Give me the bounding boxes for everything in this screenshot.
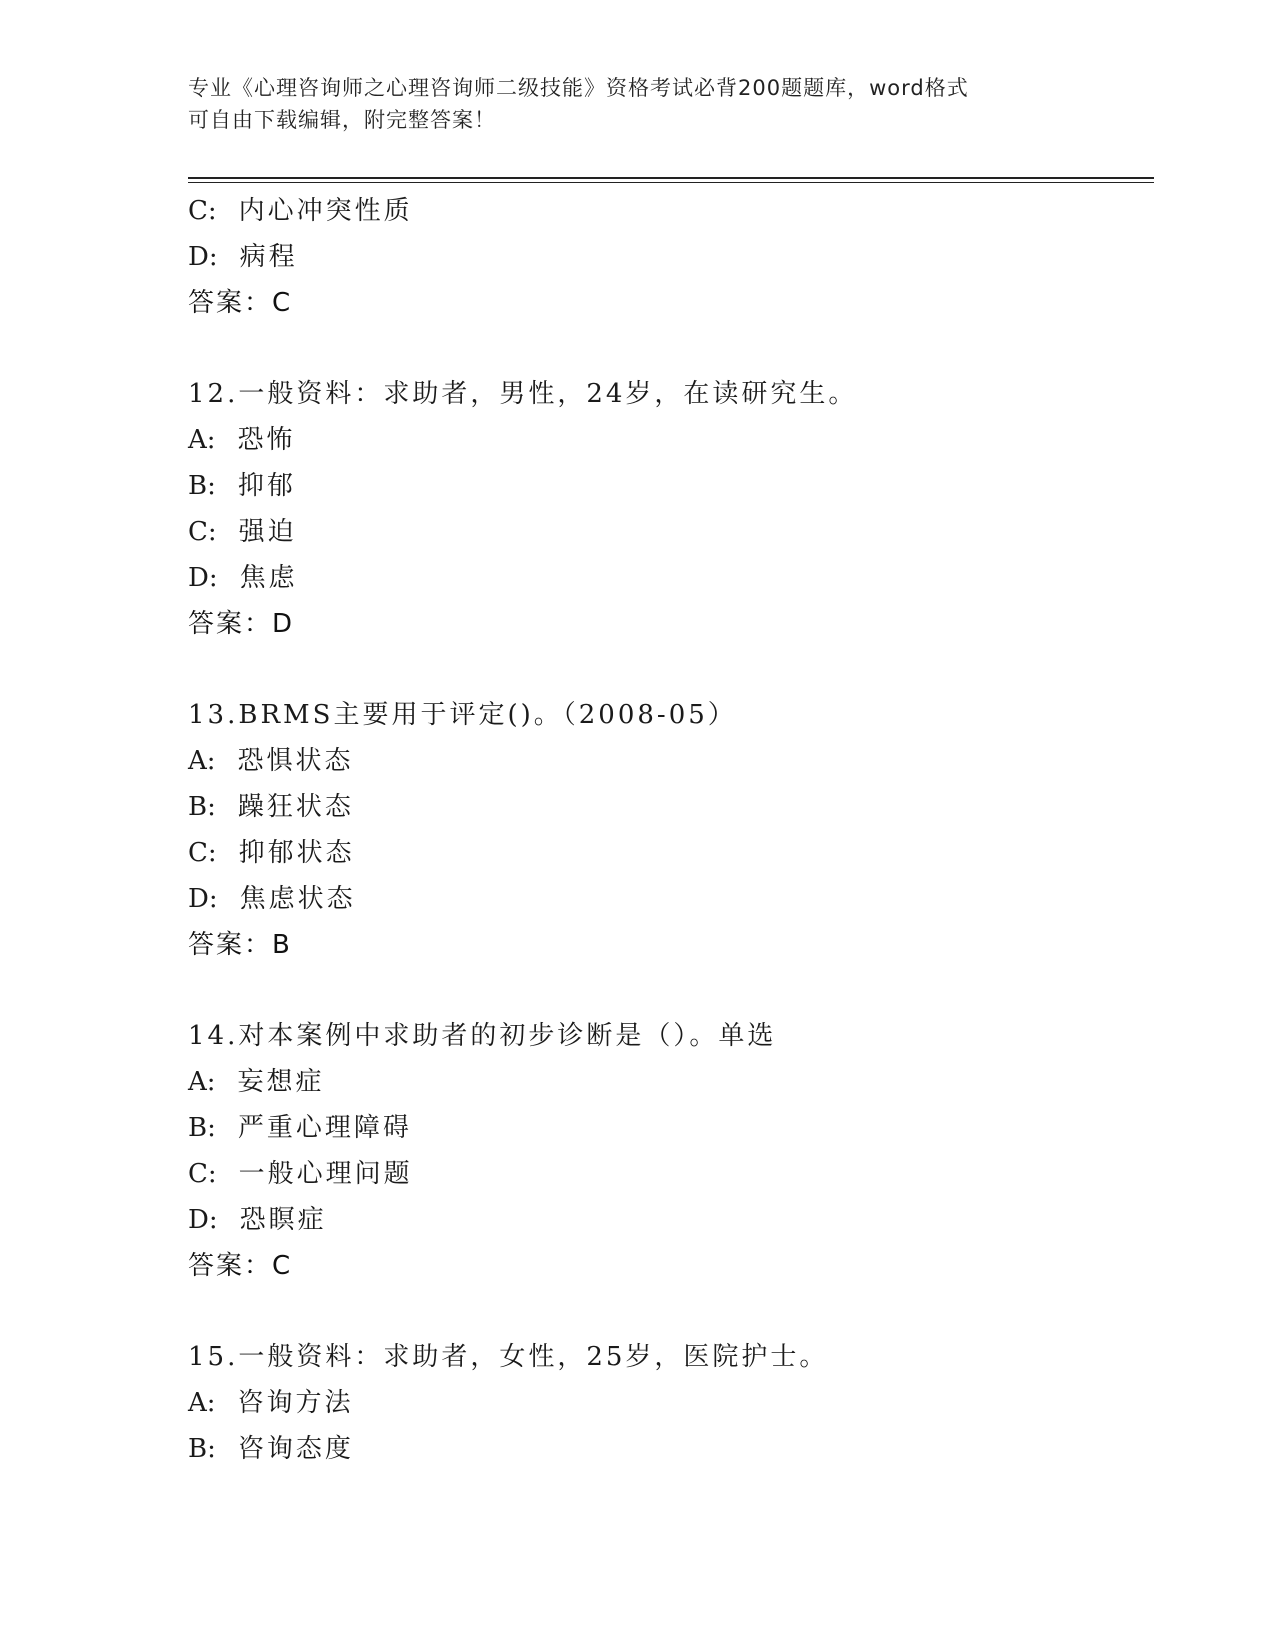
option-text: 强迫 (238, 517, 297, 547)
option-text: 抑郁 (237, 471, 296, 501)
header-title-line-2: 可自由下载编辑，附完整答案！ (188, 108, 496, 132)
option-text: 焦虑状态 (239, 884, 356, 914)
option-key: B: (188, 471, 216, 501)
option-row (188, 1105, 1148, 1151)
question-block-partial (188, 188, 1148, 326)
option-text: 恐瞑症 (239, 1205, 327, 1235)
option-text: 焦虑 (239, 563, 298, 593)
question-block (188, 1013, 1148, 1289)
option-key: B: (188, 1434, 216, 1464)
question-stem: 15.一般资料：求助者，女性，25岁，医院护士。 (188, 1342, 829, 1372)
option-key: A: (188, 746, 216, 776)
option-text: 恐惧状态 (237, 746, 354, 776)
option-text: 咨询态度 (237, 1434, 354, 1464)
document-header (188, 72, 1088, 136)
option-row (188, 417, 1148, 463)
option-key: D: (188, 242, 218, 272)
option-key: B: (188, 792, 216, 822)
option-row (188, 784, 1148, 830)
question-stem: 14.对本案例中求助者的初步诊断是（）。单选 (188, 1021, 777, 1051)
answer-line: 答案：D (188, 609, 295, 639)
option-text: 咨询方法 (237, 1388, 354, 1418)
header-title-line-1: 专业《心理咨询师之心理咨询师二级技能》资格考试必背200题题库，word格式 (188, 76, 969, 100)
question-block (188, 371, 1148, 647)
option-key: B: (188, 1113, 216, 1143)
option-row (188, 188, 1148, 234)
option-text: 抑郁状态 (238, 838, 355, 868)
option-text: 病程 (239, 242, 298, 272)
option-text: 一般心理问题 (238, 1159, 413, 1189)
option-row (188, 738, 1148, 784)
option-key: C: (188, 1159, 217, 1189)
answer-line: 答案：C (188, 288, 293, 318)
option-key: D: (188, 563, 218, 593)
answer-line: 答案：B (188, 930, 292, 960)
option-row (188, 463, 1148, 509)
option-key: C: (188, 196, 217, 226)
option-key: C: (188, 838, 217, 868)
header-divider-thick (188, 177, 1154, 179)
option-key: C: (188, 517, 217, 547)
question-list (188, 188, 1148, 1472)
option-row (188, 876, 1148, 922)
option-row (188, 234, 1148, 280)
option-row (188, 1197, 1148, 1243)
option-text: 躁狂状态 (237, 792, 354, 822)
option-key: A: (188, 425, 216, 455)
header-divider-thin (188, 182, 1154, 183)
option-text: 恐怖 (237, 425, 296, 455)
option-text: 严重心理障碍 (237, 1113, 412, 1143)
option-row (188, 1151, 1148, 1197)
option-row (188, 1059, 1148, 1105)
option-row (188, 555, 1148, 601)
question-stem: 13.BRMS主要用于评定()。（2008-05） (188, 700, 737, 730)
option-key: D: (188, 1205, 218, 1235)
option-text: 妄想症 (237, 1067, 325, 1097)
option-row (188, 1380, 1148, 1426)
question-block (188, 1334, 1148, 1472)
option-row (188, 830, 1148, 876)
answer-line: 答案：C (188, 1251, 293, 1281)
question-stem: 12.一般资料：求助者，男性，24岁，在读研究生。 (188, 379, 858, 409)
option-row (188, 1426, 1148, 1472)
option-text: 内心冲突性质 (238, 196, 413, 226)
option-key: D: (188, 884, 218, 914)
option-key: A: (188, 1388, 216, 1418)
question-block (188, 692, 1148, 968)
option-row (188, 509, 1148, 555)
option-key: A: (188, 1067, 216, 1097)
